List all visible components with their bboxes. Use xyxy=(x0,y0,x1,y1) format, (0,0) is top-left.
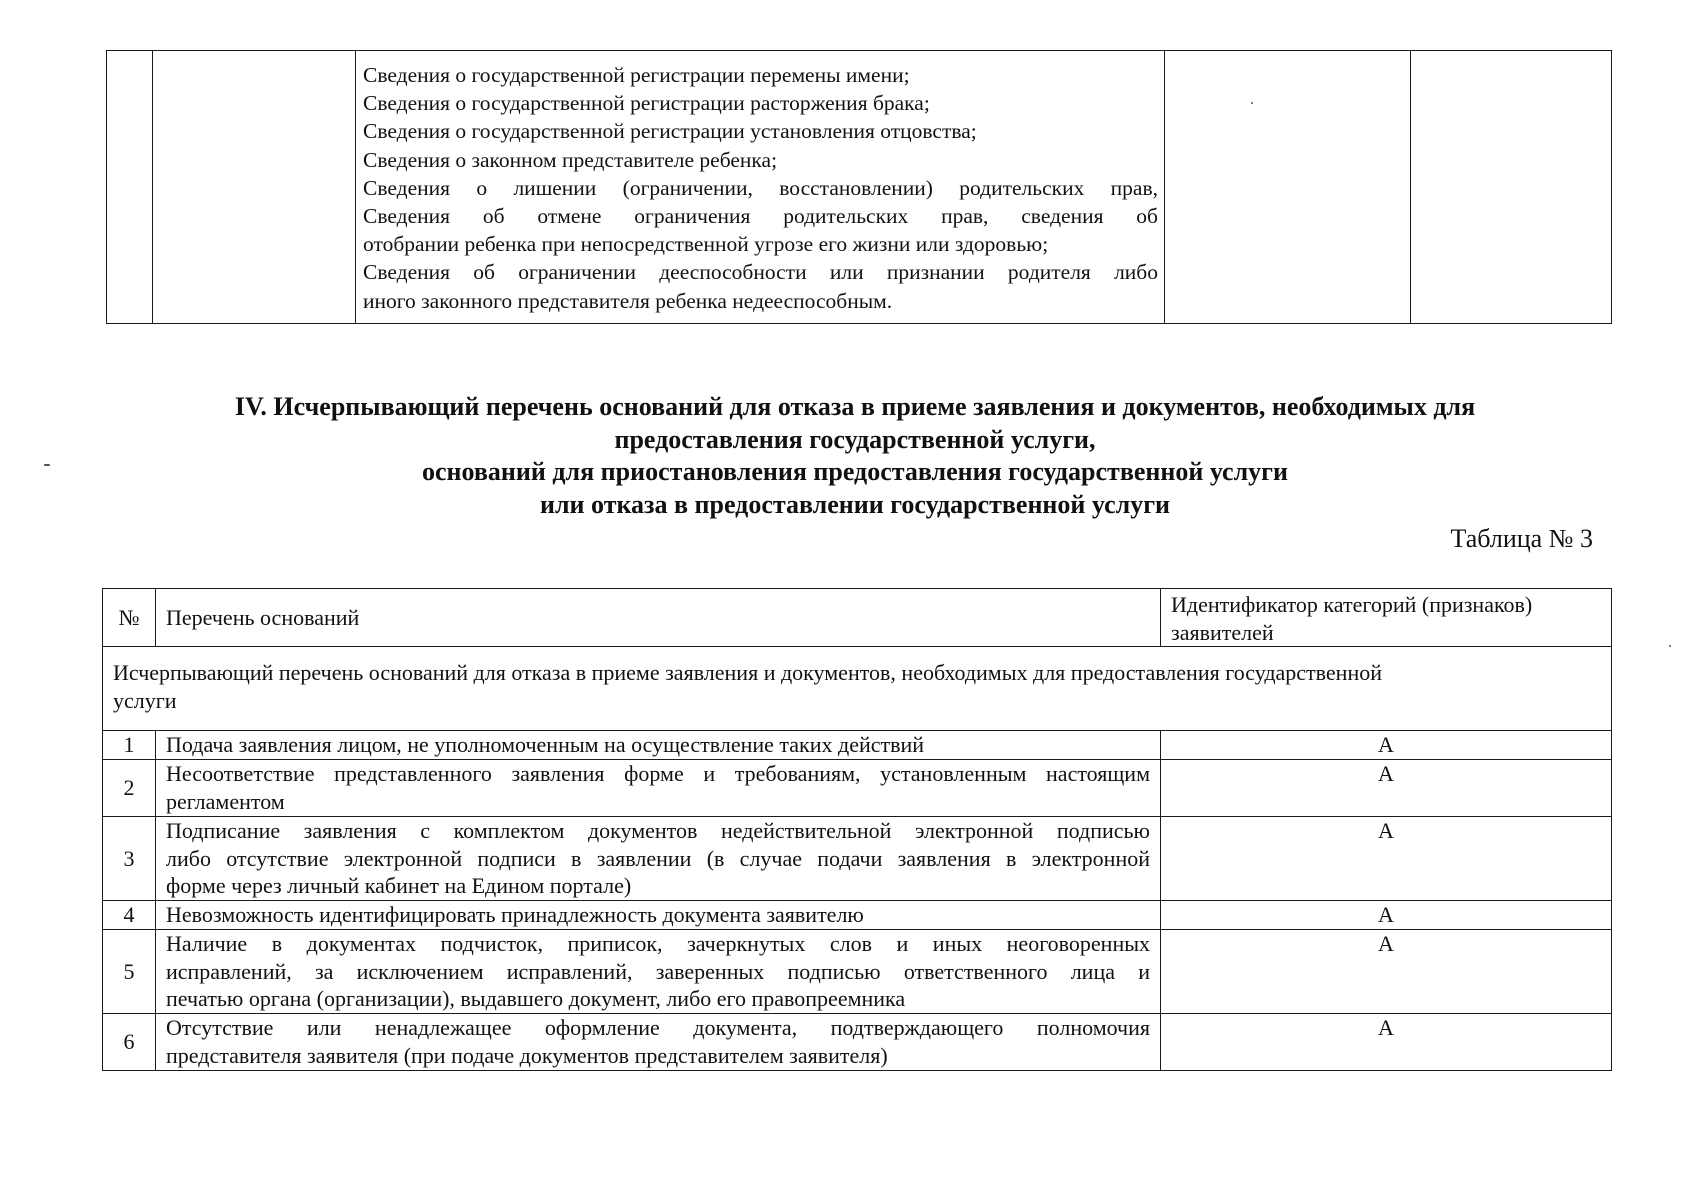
continuation-text xyxy=(356,51,1164,315)
continuation-extra-cell xyxy=(1411,51,1612,324)
row-reason-line: Подача заявления лицом, не уполномоченным на осуществление таких действий xyxy=(166,732,925,757)
header-num: № xyxy=(103,589,156,647)
table-row xyxy=(103,930,1612,1014)
table-row xyxy=(103,760,1612,817)
section-heading-line: или отказа в предоставлении государственной услуги xyxy=(539,489,1171,519)
row-reason xyxy=(156,901,1161,930)
header-identifier-line: Идентификатор категорий (признаков) xyxy=(1171,592,1533,617)
row-reason-line: регламентом xyxy=(166,788,285,814)
row-identifier: А xyxy=(1161,760,1612,817)
section-heading xyxy=(130,391,1580,521)
row-num: 1 xyxy=(103,731,156,760)
section-heading-line: IV. Исчерпывающий перечень оснований для отказа в приеме заявления и документов, необходимых для xyxy=(234,392,1476,421)
row-reason xyxy=(156,760,1161,817)
table-row xyxy=(103,817,1612,901)
row-num: 3 xyxy=(103,817,156,901)
row-reason xyxy=(156,731,1161,760)
row-reason xyxy=(156,817,1161,901)
continuation-table xyxy=(106,50,1612,324)
row-identifier: А xyxy=(1161,731,1612,760)
scan-speck xyxy=(1669,645,1671,647)
continuation-text-cell xyxy=(356,51,1165,324)
header-reasons: Перечень оснований xyxy=(156,589,1161,647)
continuation-line: отобрании ребенка при непосредственной угрозе его жизни или здоровью; xyxy=(363,232,1049,257)
table-header-row xyxy=(103,589,1612,647)
continuation-identifier-cell xyxy=(1165,51,1411,324)
continuation-line: Сведения о государственной регистрации расторжения брака; xyxy=(363,91,930,116)
table-row xyxy=(103,731,1612,760)
group-title xyxy=(103,647,1612,731)
grounds-table xyxy=(102,588,1612,1071)
row-reason xyxy=(156,930,1161,1014)
continuation-line: Сведения о государственной регистрации перемены имени; xyxy=(363,63,910,87)
table-caption: Таблица № 3 xyxy=(1450,524,1593,553)
row-identifier: А xyxy=(1161,817,1612,901)
row-reason-line: печатью органа (организации), выдавшего документ, либо его правопреемника xyxy=(166,986,906,1011)
row-num: 5 xyxy=(103,930,156,1014)
continuation-empty-cell xyxy=(153,51,356,324)
section-heading-line: предоставления государственной услуги, xyxy=(614,424,1096,454)
header-identifier-line: заявителей xyxy=(1171,619,1274,645)
group-title-row xyxy=(103,647,1612,731)
row-reason-line: Наличие в документах подчисток, приписок, зачеркнутых слов и иных неоговоренных xyxy=(166,931,1150,956)
continuation-line: Сведения о государственной регистрации установления отцовства; xyxy=(363,119,977,144)
row-identifier: А xyxy=(1161,1014,1612,1071)
group-title-line: Исчерпывающий перечень оснований для отказа в приеме заявления и документов, необходимых для предоставления государственной xyxy=(113,660,1383,685)
continuation-line: Сведения об отмене ограничения родительских прав, сведения об xyxy=(363,204,1158,229)
row-identifier: А xyxy=(1161,930,1612,1014)
row-num: 6 xyxy=(103,1014,156,1071)
row-reason-line: Невозможность идентифицировать принадлежность документа заявителю xyxy=(166,902,864,927)
scan-speck xyxy=(1251,102,1253,104)
continuation-num-cell xyxy=(107,51,153,324)
table-row xyxy=(103,1014,1612,1071)
section-heading-line: оснований для приостановления предоставления государственной услуги xyxy=(422,457,1288,486)
continuation-line: Сведения о лишении (ограничении, восстановлении) родительских прав, xyxy=(363,175,1158,200)
header-identifier xyxy=(1161,589,1612,647)
table-row xyxy=(103,901,1612,930)
row-reason-line: либо отсутствие электронной подписи в заявлении (в случае подачи заявления в электронной xyxy=(166,845,1150,871)
row-reason-line: представителя заявителя (при подаче документов представителем заявителя) xyxy=(166,1042,888,1068)
row-reason-line: исправлений, за исключением исправлений, заверенных подписью ответственного лица и xyxy=(166,958,1150,984)
continuation-line: иного законного представителя ребенка недееспособным. xyxy=(363,288,893,313)
row-reason-line: форме через личный кабинет на Едином портале) xyxy=(166,873,632,898)
continuation-line: Сведения об ограничении дееспособности или признании родителя либо xyxy=(363,260,1158,285)
row-reason-line: Несоответствие представленного заявления форме и требованиям, установленным настоящим xyxy=(166,761,1150,786)
continuation-row xyxy=(107,51,1612,324)
row-identifier: А xyxy=(1161,901,1612,930)
row-reason-line: Подписание заявления с комплектом документов недействительной электронной подписью xyxy=(166,818,1150,843)
scan-speck xyxy=(44,464,50,466)
row-num: 4 xyxy=(103,901,156,930)
row-reason-line: Отсутствие или ненадлежащее оформление документа, подтверждающего полномочия xyxy=(166,1015,1150,1040)
continuation-line: Сведения о законном представителе ребенка; xyxy=(363,147,778,172)
group-title-line: услуги xyxy=(113,687,177,713)
row-reason xyxy=(156,1014,1161,1071)
row-num: 2 xyxy=(103,760,156,817)
